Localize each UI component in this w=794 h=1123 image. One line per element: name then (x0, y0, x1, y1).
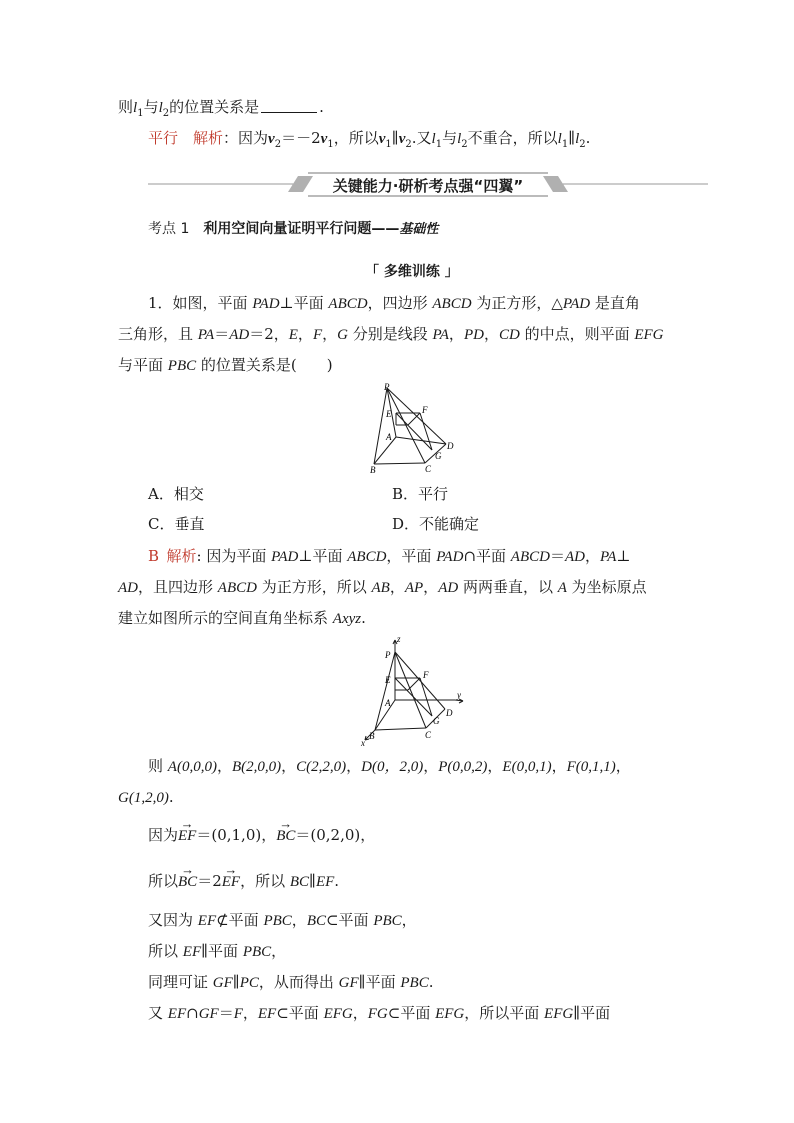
coords-line-1: 则 A(0,0,0)，B(2,0,0)，C(2,2,0)，D(0，2,0)，P(0,0,2)，E(0,0,1)，F(0,1,1)， (148, 757, 631, 775)
prev-question: 则$l_1$与$l_2$的位置关系是 . (118, 98, 324, 119)
fig1-label-G: G (435, 451, 442, 461)
fig1-label-P: P (384, 382, 390, 392)
fig2-label-x: x (361, 738, 365, 747)
fig1-label-F: F (422, 405, 428, 415)
vectors-conclusion: 所以→ BC＝2→ EF，所以 BC∥EF. (148, 871, 339, 892)
banner-title: 关键能力·研析考点强“四翼” (332, 177, 524, 195)
fig1-label-E: E (386, 409, 392, 419)
proof-line-3: 同理可证 GF∥PC，从而得出 GF∥平面 PBC. (148, 973, 434, 991)
fig2-label-y: y (457, 690, 461, 700)
fig2-label-C: C (425, 730, 432, 740)
prev-answer: 平行 (148, 129, 179, 147)
fig2-label-P: P (385, 650, 391, 660)
fig1-label-C: C (425, 464, 432, 474)
solution-answer: B (148, 547, 160, 565)
solution-line-2: AD，且四边形 ABCD 为正方形，所以 AB，AP，AD 两两垂直，以 A 为坐标原点 (118, 578, 647, 596)
fig1-label-A: A (386, 432, 392, 442)
proof-line-2: 所以 EF∥平面 PBC， (148, 942, 287, 960)
fig2-label-G: G (433, 716, 440, 726)
proof-line-1: 又因为 EF⊄平面 PBC，BC⊂平面 PBC， (148, 911, 417, 929)
proof-line-4: 又 EF∩GF＝F，EF⊂平面 EFG，FG⊂平面 EFG，所以平面 EFG∥平面 (148, 1004, 611, 1022)
kaodian-heading: 考点 1 利用空间向量证明平行问题——基础性 (148, 221, 439, 237)
fig2-label-F: F (423, 670, 429, 680)
problem-line-1: 1．如图，平面 PAD⊥平面 ABCD，四边形 ABCD 为正方形，△PAD 是直角 (148, 294, 640, 312)
problem-figure (362, 380, 462, 475)
solution-line-1: B 解析: 因为平面 PAD⊥平面 ABCD，平面 PAD∩平面 ABCD＝AD，PA⊥ (148, 547, 631, 565)
problem-line-3: 与平面 PBC 的位置关系是( ) (118, 356, 333, 374)
fig1-label-B: B (370, 465, 376, 475)
prev-solution: 平行 解析：因为$v_2=-2v_1$，所以$v_1\parallel v_2$.又$l_1$与$l_2$不重合，所以$l_1\parallel l_2$. (148, 129, 591, 150)
fig2-label-E: E (385, 675, 391, 685)
fig2-label-A: A (385, 698, 391, 708)
fig2-label-z: z (397, 634, 401, 644)
fig1-label-D: D (447, 441, 454, 451)
solution-line-3: 建立如图所示的空间直角坐标系 Axyz. (118, 609, 366, 627)
option-b[interactable]: B．平行 (392, 485, 449, 503)
problem-line-2: 三角形，且 PA＝AD＝2，E，F，G 分别是线段 PA，PD，CD 的中点，则平面 EFG (118, 325, 664, 343)
vectors-line: 因为→ EF＝(0,1,0)，→ BC＝(0,2,0)， (148, 825, 375, 846)
option-a[interactable]: A．相交 (148, 485, 204, 503)
fig2-label-D: D (446, 708, 453, 718)
fig2-label-B: B (369, 731, 375, 741)
coordinate-figure (355, 632, 470, 747)
section-title: 「 多维训练 」 (365, 264, 459, 280)
answer-blank (261, 98, 317, 113)
option-d[interactable]: D．不能确定 (392, 515, 480, 533)
coords-line-2: G(1,2,0). (118, 788, 174, 806)
section-banner (148, 172, 708, 198)
option-c[interactable]: C．垂直 (148, 515, 205, 533)
